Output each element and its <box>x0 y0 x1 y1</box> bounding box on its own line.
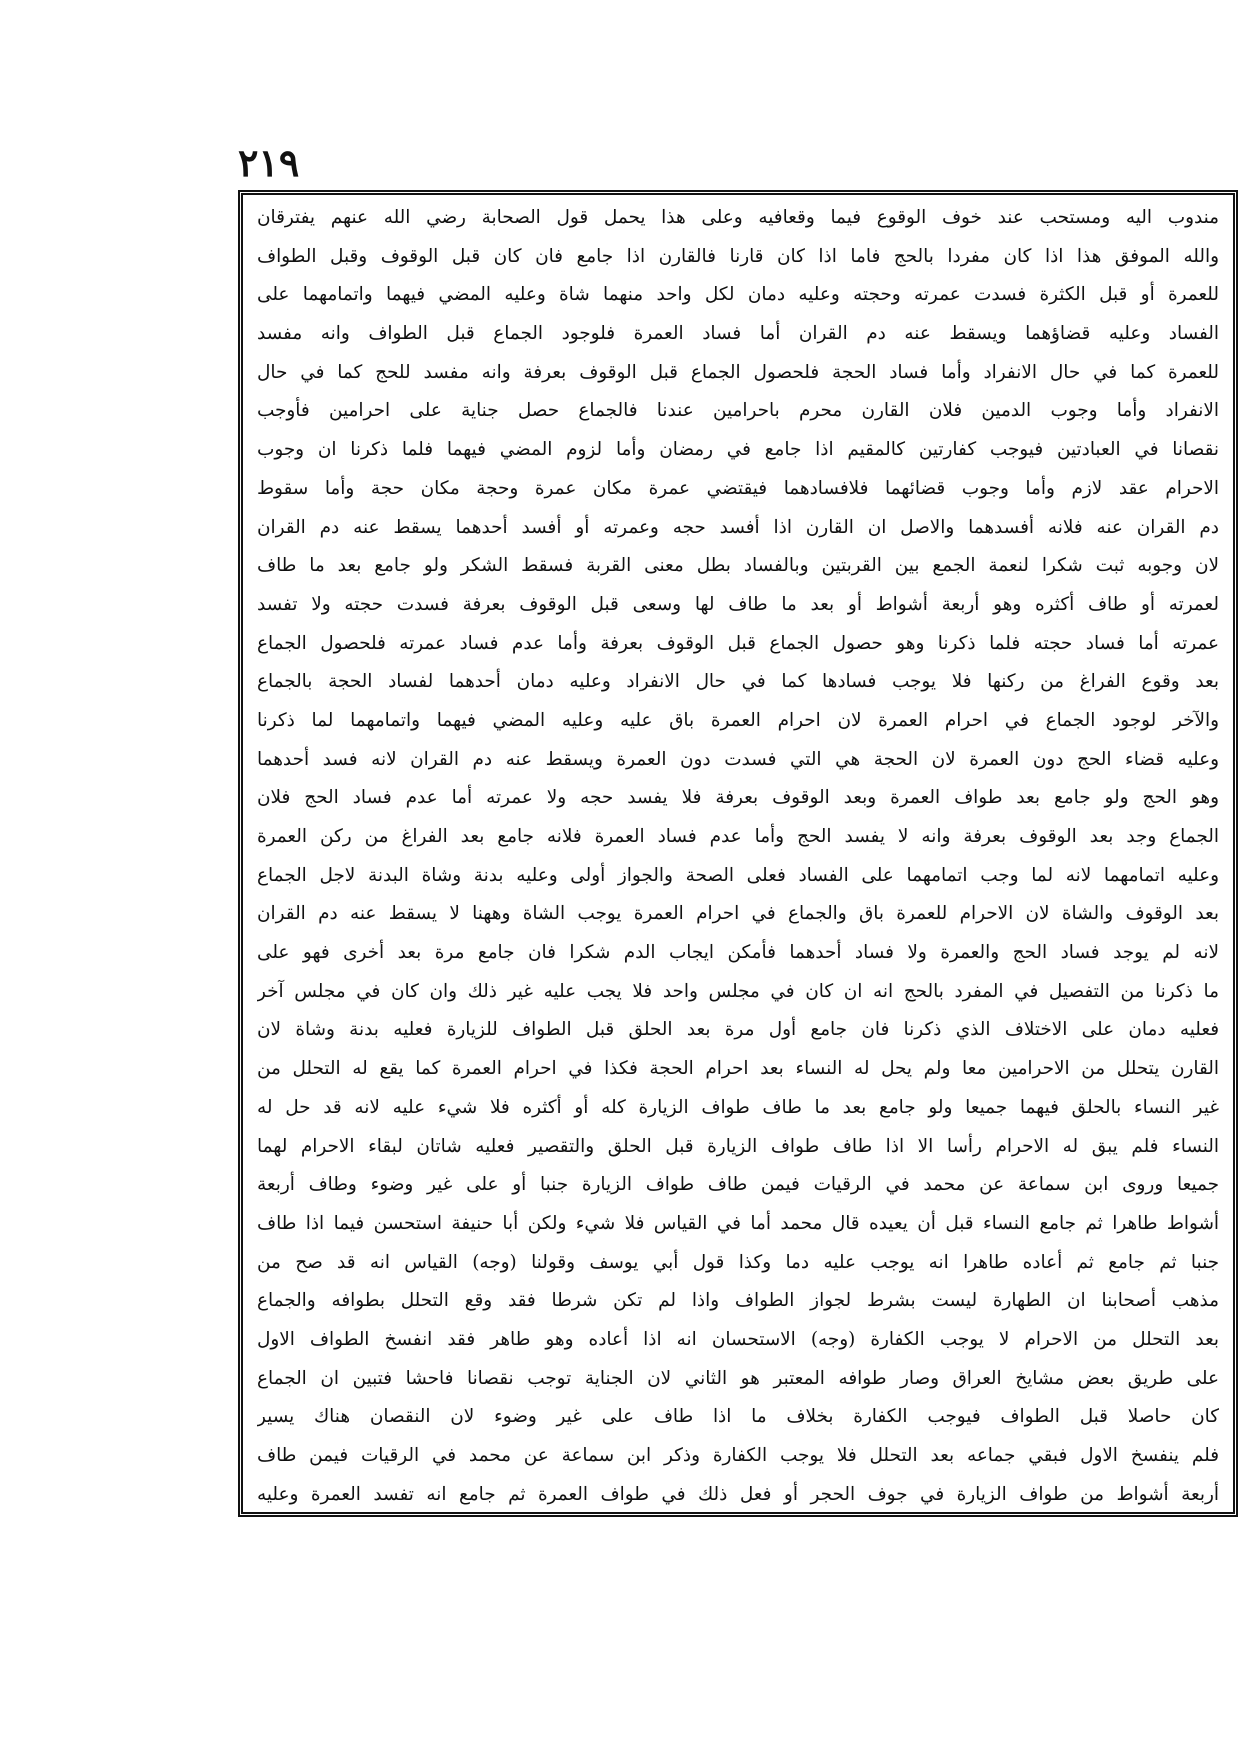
text-line: النساء فلم يبق له الاحرام رأسا الا اذا طاف طواف الزيارة قبل الحلق والتقصير فعليه شاتان لبقاء الاحرام لهما <box>257 1135 1219 1157</box>
text-line: مذهب أصحابنا ان الطهارة ليست بشرط لجواز الطواف واذا لم تكن شرطا فقد وقع التحلل بطوافه والجماع <box>257 1290 1219 1312</box>
text-line: ما ذكرنا من التفصيل في المفرد بالحج انه ان كان في مجلس واحد فلا يجب عليه غير ذلك وان كان في مجلس آخر <box>257 980 1219 1002</box>
text-line: أربعة أشواط من طواف الزيارة في جوف الحجر أو فعل ذلك في طواف العمرة ثم جامع انه تفسد العمرة وعليه <box>257 1483 1219 1505</box>
text-line: نقصانا في العبادتين فيوجب كفارتين كالمقيم اذا جامع في رمضان وأما لزوم المضي فيهما فلما ذكرنا ان وجوب <box>257 439 1219 461</box>
text-line: كان حاصلا قبل الطواف فيوجب الكفارة بخلاف ما اذا طاف على غير وضوء لان النقصان هناك يسير <box>257 1406 1219 1428</box>
text-line: للعمرة كما في حال الانفراد وأما فساد الحجة فلحصول الجماع قبل الوقوف بعرفة وانه مفسد للحج كما في حال <box>257 361 1219 383</box>
text-line: أشواط طاهرا ثم جامع النساء قبل أن يعيده قال محمد أما في القياس فلا شيء ولكن أبا حنيفة استحسن فيما اذا طاف <box>257 1212 1219 1234</box>
text-line: الفساد وعليه قضاؤهما ويسقط عنه دم القران أما فساد العمرة فلوجود الجماع قبل الطواف وانه مفسد <box>257 323 1219 345</box>
text-line: للعمرة أو قبل الكثرة فسدت عمرته وحجته وعليه دمان لكل واحد منهما شاة وعليه المضي فيهما واتمامهما على <box>257 284 1219 306</box>
text-line: والآخر لوجود الجماع في احرام العمرة لان احرام العمرة باق عليه وعليه المضي فيهما واتمامهما لما ذكرنا <box>257 709 1219 731</box>
page-number: ٢١٩ <box>238 140 300 185</box>
text-line: وعليه قضاء الحج دون العمرة لان الحجة هي التي فسدت دون العمرة ويسقط عنه دم القران لانه فسد أحدهما <box>257 748 1219 770</box>
text-line: وهو الحج ولو جامع بعد طواف العمرة وبعد الوقوف بعرفة فلا يفسد حجه ولا عمرته أما عدم فساد الحج فلان <box>257 787 1219 809</box>
text-line: لان وجوبه ثبت شكرا لنعمة الجمع بين القربتين وبالفساد بطل معنى القربة فسقط الشكر ولو جامع بعد ما طاف <box>257 555 1219 577</box>
text-line: بعد الوقوف والشاة لان الاحرام للعمرة باق والجماع في احرام العمرة يوجب الشاة وههنا لا يسقط عنه دم القران <box>257 903 1219 925</box>
text-line: غير النساء بالحلق فيهما جميعا ولو جامع بعد ما طاف طواف الزيارة كله أو أكثره فلا شيء عليه لانه قد حل له <box>257 1096 1219 1118</box>
text-line: دم القران عنه فلانه أفسدهما والاصل ان القارن اذا أفسد حجه وعمرته أو أفسد أحدهما يسقط عنه دم القران <box>257 516 1219 538</box>
text-line: الجماع وجد بعد الوقوف بعرفة وانه لا يفسد الحج وأما عدم فساد العمرة فلانه جامع بعد الفراغ من ركن العمرة <box>257 826 1219 847</box>
text-line: القارن يتحلل من الاحرامين معا ولم يحل له النساء بعد احرام الحجة فكذا في احرام العمرة كما يقع له التحلل من <box>257 1058 1219 1080</box>
text-line: والله الموفق هذا اذا كان مفردا بالحج فاما اذا كان قارنا فالقارن اذا جامع فان كان قبل الوقوف وقبل الطواف <box>257 245 1219 267</box>
text-line: الاحرام عقد لازم وأما وجوب قضائهما فلافسادهما فيقتضي عمرة مكان عمرة وحجة مكان حجة وأما سقوط <box>257 477 1219 499</box>
text-frame <box>238 190 1238 1517</box>
text-line: بعد وقوع الفراغ من ركنها فلا يوجب فسادها كما في حال الانفراد وعليه دمان أحدهما لفساد الحجة بالجماع <box>257 671 1219 693</box>
text-line: فعليه دمان على الاختلاف الذي ذكرنا فان جامع أول مرة بعد الحلق قبل الطواف للزيارة فعليه بدنة وشاة لان <box>257 1019 1219 1041</box>
text-line: وعليه اتمامهما لانه لما وجب اتمامهما على الفساد فعلى الصحة والجواز أولى وعليه بدنة وشاة البدنة لاجل الجماع <box>257 864 1219 886</box>
text-line: على طريق بعض مشايخ العراق وصار طوافه المعتبر هو الثاني لان الجناية توجب نقصانا فاحشا فتبين ان الجماع <box>257 1367 1219 1389</box>
text-line: لعمرته أو طاف أكثره وهو أربعة أشواط أو بعد ما طاف لها وسعى قبل الوقوف بعرفة فسدت حجته ولا تفسد <box>257 593 1219 615</box>
text-line: فلم ينفسخ الاول فبقي جماعه بعد التحلل فلا يوجب الكفارة وذكر ابن سماعة عن محمد في الرقيات فيمن طاف <box>257 1445 1219 1466</box>
text-line: بعد التحلل من الاحرام لا يوجب الكفارة (وجه) الاستحسان انه اذا أعاده وهو طاهر فقد انفسخ الطواف الاول <box>257 1328 1219 1350</box>
text-line: عمرته أما فساد حجته فلما ذكرنا وهو حصول الجماع قبل الوقوف بعرفة وأما عدم فساد عمرته فلحصول الجماع <box>257 632 1219 654</box>
body-text <box>257 199 1219 1508</box>
text-line: لانه لم يوجد فساد الحج والعمرة ولا فساد أحدهما فأمكن ايجاب الدم شكرا فان جامع مرة بعد أخرى فهو على <box>257 942 1219 964</box>
text-line: مندوب اليه ومستحب عند خوف الوقوع فيما وقعافيه وعلى هذا يحمل قول الصحابة رضي الله عنهم يفترقان <box>257 207 1219 228</box>
text-line: الانفراد وأما وجوب الدمين فلان القارن محرم باحرامين عندنا فالجماع حصل جناية على احرامين فأوجب <box>257 400 1219 422</box>
text-line: جنبا ثم جامع ثم أعاده طاهرا انه يوجب عليه دما وكذا قول أبي يوسف وقولنا (وجه) القياس انه قد صح من <box>257 1251 1219 1273</box>
text-line: جميعا وروى ابن سماعة عن محمد في الرقيات فيمن طاف طواف الزيارة جنبا أو على غير وضوء وطاف أربعة <box>257 1174 1219 1196</box>
